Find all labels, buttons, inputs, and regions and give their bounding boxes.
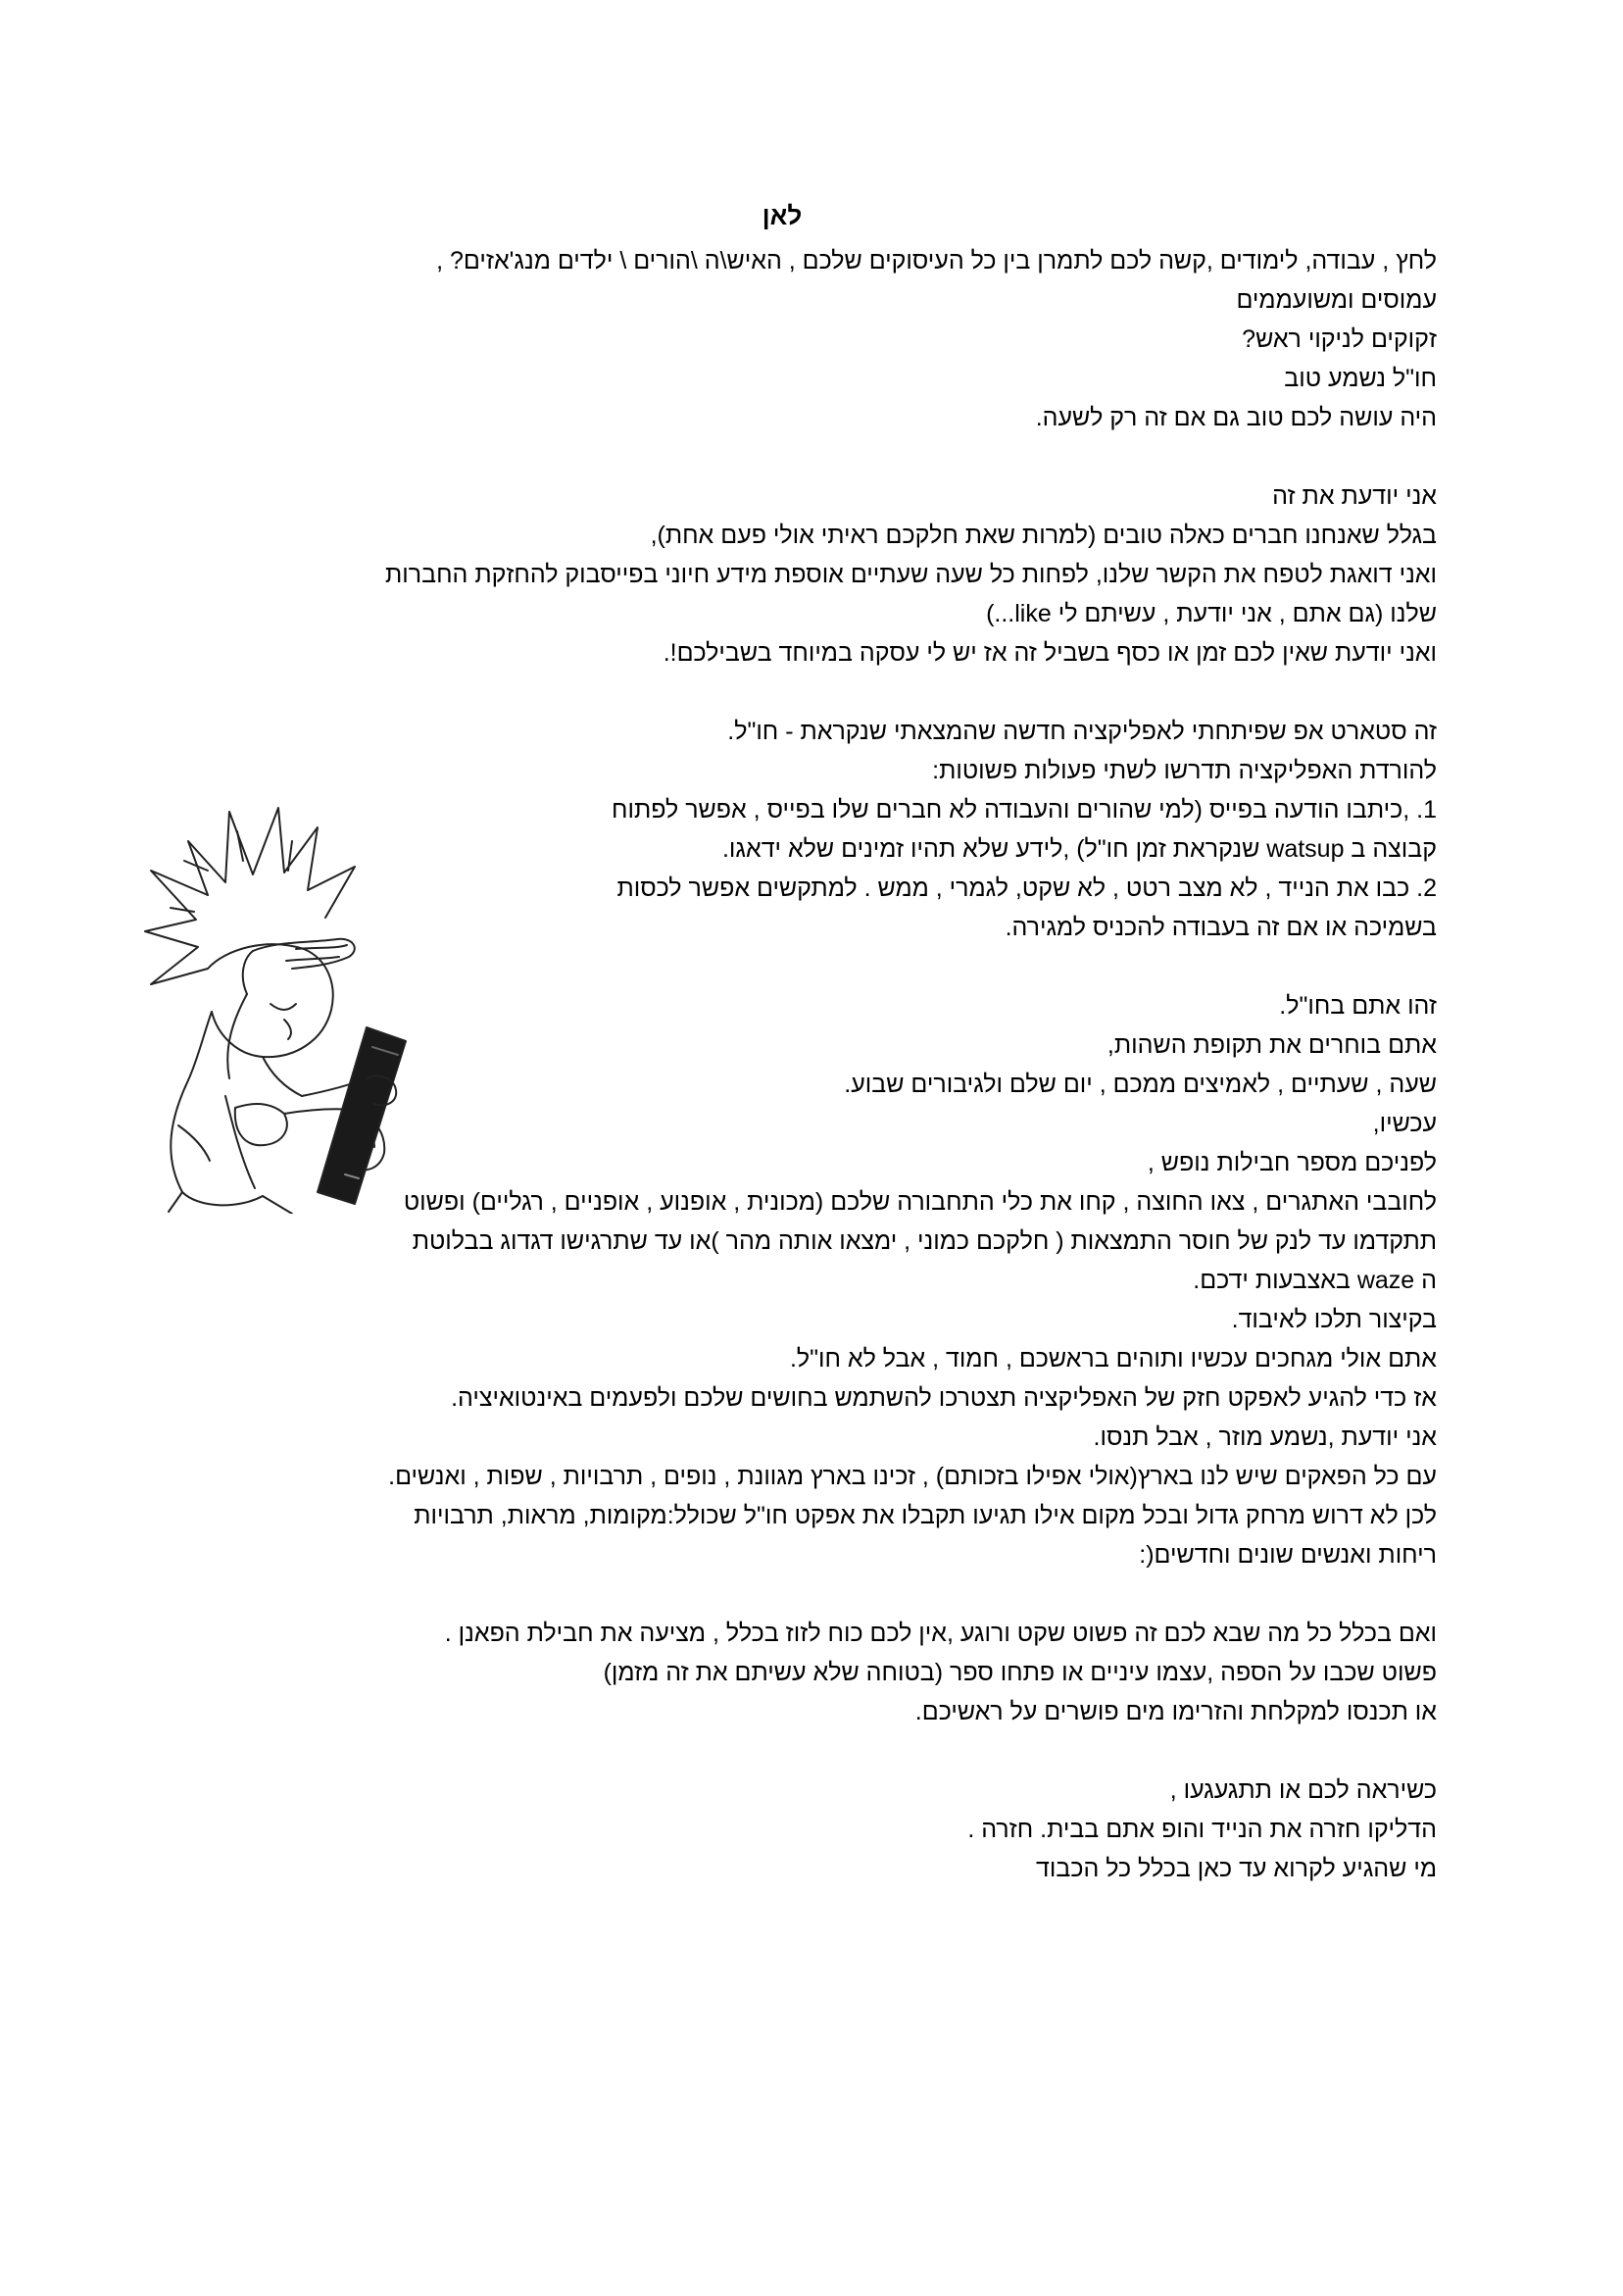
text-line: 1. ,כיתבו הודעה בפייס (למי שהורים והעבודה לא חברים שלו בפייס , אפשר לפתוח <box>612 796 1437 824</box>
text-line: לחובבי האתגרים , צאו החוצה , קחו את כלי התחבורה שלכם (מכונית , אופנוע , אופניים , רגליים) ופשוט <box>403 1188 1437 1216</box>
text-line: פשוט שכבו על הספה ,עצמו עיניים או פתחו ספר (בטוחה שלא עשיתם את זה מזמן) <box>603 1659 1437 1686</box>
text-line: אז כדי להגיע לאפקט חזק של האפליקציה תצטרכו להשתמש בחושים שלכם ולפעמים באינטואיציה. <box>451 1384 1437 1412</box>
text-line: להורדת האפליקציה תדרשו לשתי פעולות פשוטות: <box>932 757 1437 784</box>
text-line: עם כל הפאקים שיש לנו בארץ(אולי אפילו בזכותם) , זכינו בארץ מגוונת , נופים , תרבויות , שפות , ואנשים. <box>388 1463 1437 1490</box>
text-line: אני יודעת את זה <box>1272 482 1437 510</box>
text-line: בשמיכה או אם זה בעבודה להכניס למגירה. <box>1005 914 1437 941</box>
text-line: 2. כבו את הנייד , לא מצב רטט , לא שקט, לגמרי , ממש . למתקשים אפשר לכסות <box>616 874 1437 902</box>
text-line: ואני דואגת לטפח את הקשר שלנו, לפחות כל שעה שעתיים אוספת מידע חיוני בפייסבוק להחזקת החברות <box>385 561 1437 588</box>
text-line: ה waze באצבעות ידכם. <box>1193 1267 1437 1294</box>
text-line: לחץ , עבודה, לימודים ,קשה לכם לתמרן בין כל העיסוקים שלכם , האיש\ה \הורים \ ילדים מנג'אזים? , <box>436 247 1437 275</box>
sketch-person-covering-eyes-holding-phone-icon <box>61 802 459 1214</box>
text-line: לפניכם מספר חבילות נופש , <box>1147 1149 1437 1176</box>
text-line: אתם בוחרים את תקופת השהות, <box>1107 1031 1437 1059</box>
text-line: ואם בכלל כל מה שבא לכם זה פשוט שקט ורוגע ,אין לכם כוח לזוז בכלל , מציעה את חבילת הפאנן . <box>444 1620 1437 1647</box>
text-line: לכן לא דרוש מרחק גדול ובכל מקום אילו תגיעו תקבלו את אפקט חו"ל שכולל:מקומות, מראות, תרבויות <box>414 1502 1437 1529</box>
text-line: אתם אולי מגחכים עכשיו ותוהים בראשכם , חמוד , אבל לא חו"ל. <box>789 1345 1437 1373</box>
text-line: היה עושה לכם טוב גם אם זה רק לשעה. <box>1035 404 1437 431</box>
text-line: שעה , שעתיים , לאמיצים ממכם , יום שלם ולגיבורים שבוע. <box>844 1071 1437 1098</box>
text-line: זה סטארט אפ שפיתחתי לאפליקציה חדשה שהמצאתי שנקראת - חו"ל. <box>727 718 1437 745</box>
text-line: ואני יודעת שאין לכם זמן או כסף בשביל זה אז יש לי עסקה במיוחד בשבילכם!. <box>663 639 1437 667</box>
text-line: הדליקו חזרה את הנייד והופ אתם בבית. חזרה . <box>967 1816 1437 1843</box>
text-line: זהו אתם בחו"ל. <box>1279 992 1437 1020</box>
text-line: ריחות ואנשים שונים וחדשים(: <box>1139 1541 1437 1569</box>
text-line: תתקדמו עד לנק של חוסר התמצאות ( חלקכם כמוני , ימצאו אותה מהר )או עד שתרגישו דגדוג בבלוטת <box>412 1227 1437 1255</box>
document-title <box>0 196 1623 235</box>
text-line: זקוקים לניקוי ראש? <box>1242 325 1437 353</box>
text-line: חו"ל נשמע טוב <box>1284 365 1437 392</box>
text-line: קבוצה ב watsup שנקראת זמן חו"ל) ,לידע שלא תהיו זמינים שלא ידאגו. <box>721 835 1437 863</box>
text-line: עכשיו, <box>1372 1110 1437 1137</box>
text-line: מי שהגיע לקרוא עד כאן בכלל כל הכבוד <box>1036 1855 1437 1882</box>
document-title-text: לאן <box>762 201 803 230</box>
text-line: שלנו (גם אתם , אני יודעת , עשיתם לי like...) <box>986 600 1437 627</box>
text-line: או תכנסו למקלחת והזרימו מים פושרים על ראשיכם. <box>914 1698 1437 1725</box>
text-line: עמוסים ומשועממים <box>1236 286 1437 314</box>
text-line: אני יודעת ,נשמע מוזר , אבל תנסו. <box>1093 1423 1437 1451</box>
text-line: בגלל שאנחנו חברים כאלה טובים (למרות שאת חלקכם ראיתי אולי פעם אחת), <box>650 522 1437 549</box>
text-line: בקיצור תלכו לאיבוד. <box>1231 1306 1437 1333</box>
text-line: כשיראה לכם או תתגעגעו , <box>1169 1776 1437 1804</box>
